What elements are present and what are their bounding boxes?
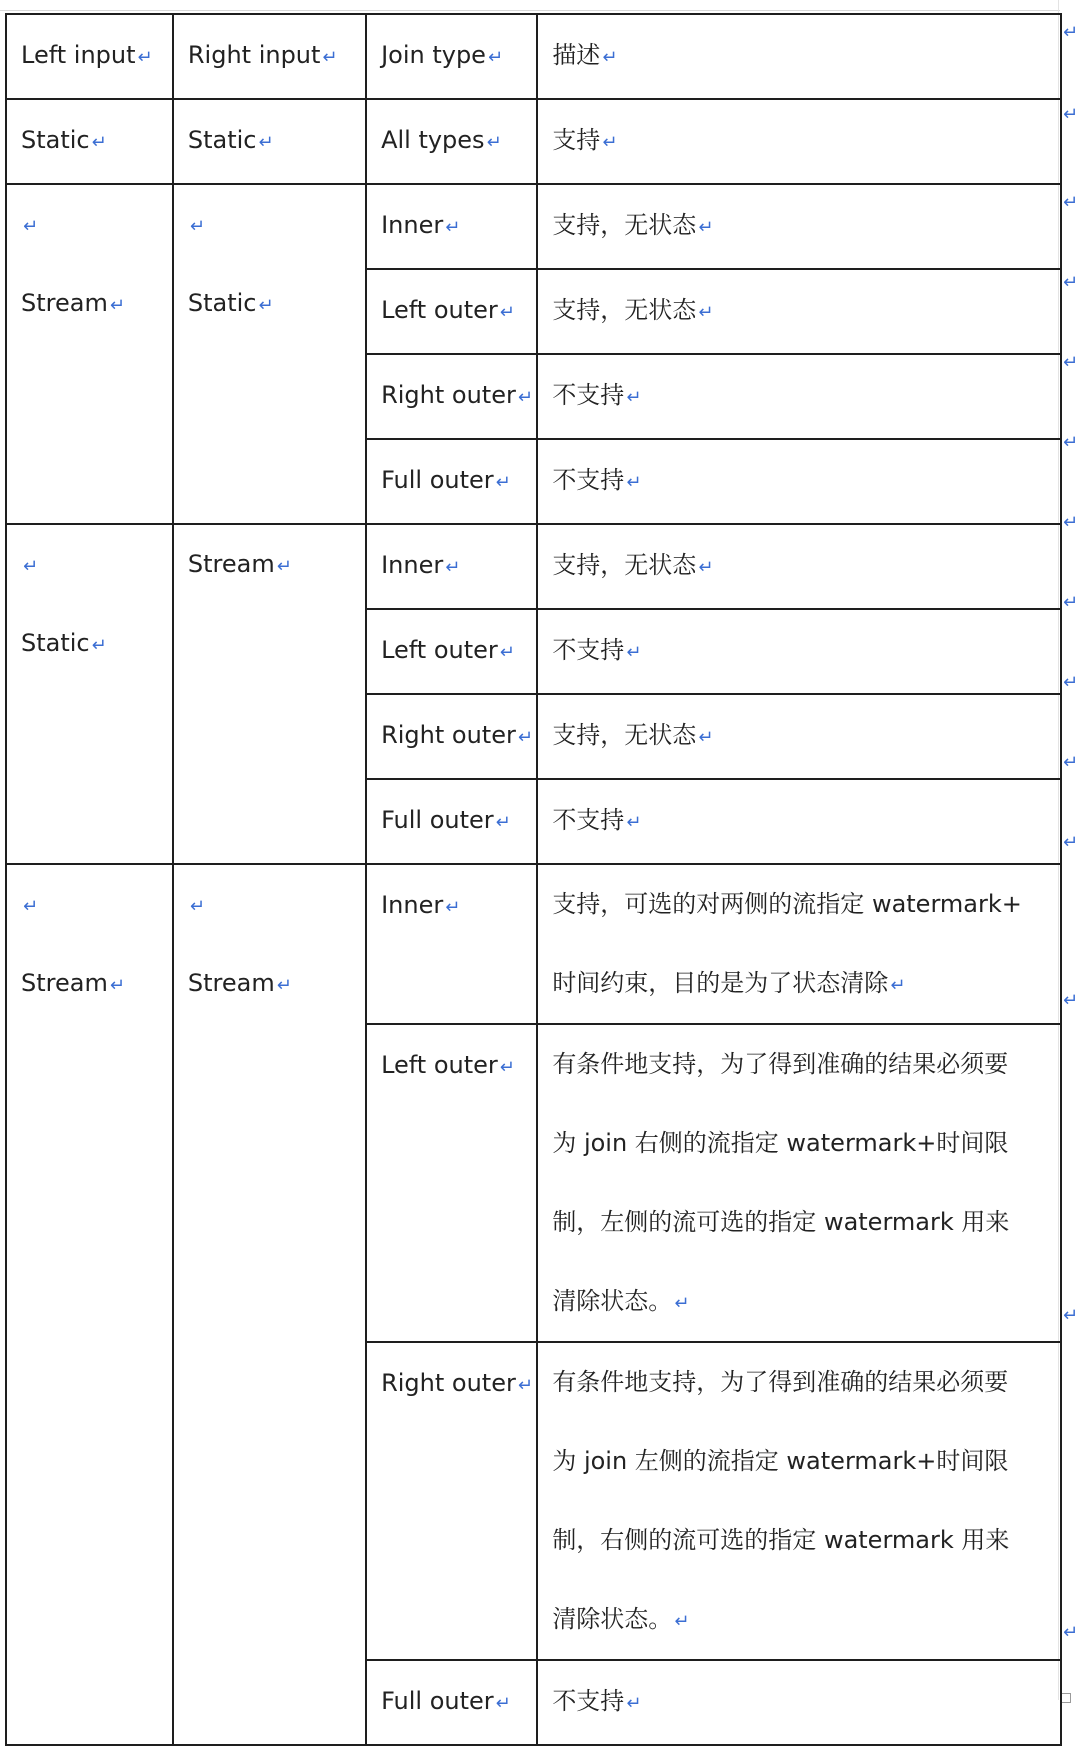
join-type-cell: Full outer ↵ <box>366 1660 537 1745</box>
row-end-mark-icon: ↵ <box>1063 352 1079 373</box>
right-input-cell: ↵ Stream ↵ <box>173 864 366 1745</box>
description-cell: 不支持 ↵ <box>537 1660 1061 1745</box>
paragraph-mark-icon: ↵ <box>109 975 125 996</box>
join-type-cell: Left outer ↵ <box>366 269 537 354</box>
left-input-cell: Static ↵ <box>6 99 173 184</box>
row-end-mark-icon: ↵ <box>1063 1305 1079 1326</box>
join-type-cell: Right outer ↵ <box>366 694 537 779</box>
description-cell: 不支持 ↵ <box>537 354 1061 439</box>
join-type-cell: Inner ↵ <box>366 864 537 1024</box>
page-top-edge <box>0 0 1060 11</box>
table-row <box>6 99 1061 184</box>
paragraph-mark-icon: ↵ <box>258 295 274 316</box>
row-end-mark-icon: ↵ <box>1063 592 1079 613</box>
description-cell: 支持 ↵ <box>537 99 1061 184</box>
description-cell: 支持，无状态 ↵ <box>537 184 1061 269</box>
row-end-mark-icon: ↵ <box>1063 432 1079 453</box>
paragraph-mark-icon: ↵ <box>698 217 714 238</box>
join-type-cell: Full outer ↵ <box>366 779 537 864</box>
join-type-cell: Left outer ↵ <box>366 609 537 694</box>
join-type-cell: Full outer ↵ <box>366 439 537 524</box>
join-type-cell: Right outer ↵ <box>366 1342 537 1660</box>
paragraph-mark-icon: ↵ <box>499 642 515 663</box>
paragraph-mark-icon: ↵ <box>495 812 511 833</box>
paragraph-mark-icon: ↵ <box>517 1375 533 1396</box>
paragraph-mark-icon: ↵ <box>602 47 618 68</box>
paragraph-mark-icon: ↵ <box>445 217 461 238</box>
header-description: 描述 ↵ <box>537 14 1061 99</box>
paragraph-mark-icon: ↵ <box>499 1057 515 1078</box>
paragraph-mark-icon: ↵ <box>495 1693 511 1714</box>
paragraph-mark-icon: ↵ <box>23 896 39 917</box>
paragraph-mark-icon: ↵ <box>626 642 642 663</box>
paragraph-mark-icon: ↵ <box>189 896 205 917</box>
table-row <box>6 524 1061 609</box>
paragraph-mark-icon: ↵ <box>487 47 504 68</box>
description-cell: 不支持 ↵ <box>537 609 1061 694</box>
row-end-mark-icon: ↵ <box>1063 512 1079 533</box>
description-cell: 支持，可选的对两侧的流指定 watermark+ 时间约束，目的是为了状态清除 ↵ <box>537 864 1061 1024</box>
paragraph-mark-icon: ↵ <box>499 302 515 323</box>
description-cell: 支持，无状态 ↵ <box>537 524 1061 609</box>
row-end-mark-icon: ↵ <box>1063 272 1079 293</box>
table-header-row <box>6 14 1061 99</box>
paragraph-mark-icon: ↵ <box>486 132 502 153</box>
description-cell: 不支持 ↵ <box>537 439 1061 524</box>
description-cell: 不支持 ↵ <box>537 779 1061 864</box>
paragraph-mark-icon: ↵ <box>626 812 642 833</box>
left-input-cell: ↵ Stream ↵ <box>6 864 173 1745</box>
header-join-type: Join type ↵ <box>366 14 537 99</box>
header-left-input: Left input ↵ <box>6 14 173 99</box>
row-end-mark-icon: ↵ <box>1063 104 1079 125</box>
description-cell: 支持，无状态 ↵ <box>537 269 1061 354</box>
join-type-cell: Inner ↵ <box>366 184 537 269</box>
paragraph-mark-icon: ↵ <box>23 556 39 577</box>
row-end-mark-icon: ↵ <box>1063 22 1079 43</box>
paragraph-mark-icon: ↵ <box>674 1611 690 1632</box>
join-support-table <box>5 13 1062 1746</box>
paragraph-mark-icon: ↵ <box>602 132 618 153</box>
right-input-cell: Static ↵ <box>173 99 366 184</box>
paragraph-mark-icon: ↵ <box>517 387 533 408</box>
paragraph-mark-icon: ↵ <box>258 132 274 153</box>
paragraph-mark-icon: ↵ <box>322 47 338 68</box>
paragraph-mark-icon: ↵ <box>189 216 205 237</box>
description-cell: 有条件地支持，为了得到准确的结果必须要 为 join 左侧的流指定 watermark+时间限 制，右侧的流可选的指定 watermark 用来 清除状态。 ↵ <box>537 1342 1061 1660</box>
row-end-mark-icon: ↵ <box>1063 752 1079 773</box>
paragraph-mark-icon: ↵ <box>109 295 125 316</box>
paragraph-mark-icon: ↵ <box>698 302 714 323</box>
right-input-cell: ↵ Static ↵ <box>173 184 366 524</box>
paragraph-mark-icon: ↵ <box>276 975 292 996</box>
paragraph-mark-icon: ↵ <box>445 897 461 918</box>
paragraph-mark-icon: ↵ <box>23 216 39 237</box>
row-end-mark-icon: ↵ <box>1063 832 1079 853</box>
left-input-cell: ↵ Stream ↵ <box>6 184 173 524</box>
left-input-cell: ↵ Static ↵ <box>6 524 173 864</box>
paragraph-mark-icon: ↵ <box>626 1693 642 1714</box>
join-type-cell: Right outer ↵ <box>366 354 537 439</box>
header-right-input: Right input ↵ <box>173 14 366 99</box>
table-row <box>6 184 1061 269</box>
paragraph-mark-icon: ↵ <box>495 472 511 493</box>
row-end-mark-icon: ↵ <box>1063 192 1079 213</box>
row-end-mark-icon: ↵ <box>1063 1622 1079 1643</box>
join-type-cell: All types ↵ <box>366 99 537 184</box>
join-type-cell: Inner ↵ <box>366 524 537 609</box>
table-row <box>6 864 1061 1024</box>
paragraph-mark-icon: ↵ <box>91 635 107 656</box>
paragraph-mark-icon: ↵ <box>890 975 906 996</box>
paragraph-mark-icon: ↵ <box>674 1293 690 1314</box>
paragraph-mark-icon: ↵ <box>698 557 714 578</box>
paragraph-mark-icon: ↵ <box>276 556 292 577</box>
paragraph-mark-icon: ↵ <box>445 557 461 578</box>
row-end-marks <box>1063 0 1080 1715</box>
row-end-mark-icon: ↵ <box>1063 672 1079 693</box>
description-cell: 支持，无状态 ↵ <box>537 694 1061 779</box>
paragraph-mark-icon: ↵ <box>517 727 533 748</box>
paragraph-mark-icon: ↵ <box>91 132 107 153</box>
description-cell: 有条件地支持，为了得到准确的结果必须要 为 join 右侧的流指定 watermark+时间限 制，左侧的流可选的指定 watermark 用来 清除状态。 ↵ <box>537 1024 1061 1342</box>
right-input-cell: Stream ↵ <box>173 524 366 864</box>
paragraph-mark-icon: ↵ <box>626 387 642 408</box>
row-end-mark-icon: ↵ <box>1063 990 1079 1011</box>
join-type-cell: Left outer ↵ <box>366 1024 537 1342</box>
paragraph-mark-icon: ↵ <box>626 472 642 493</box>
paragraph-mark-icon: ↵ <box>698 727 714 748</box>
paragraph-mark-icon: ↵ <box>137 47 153 68</box>
